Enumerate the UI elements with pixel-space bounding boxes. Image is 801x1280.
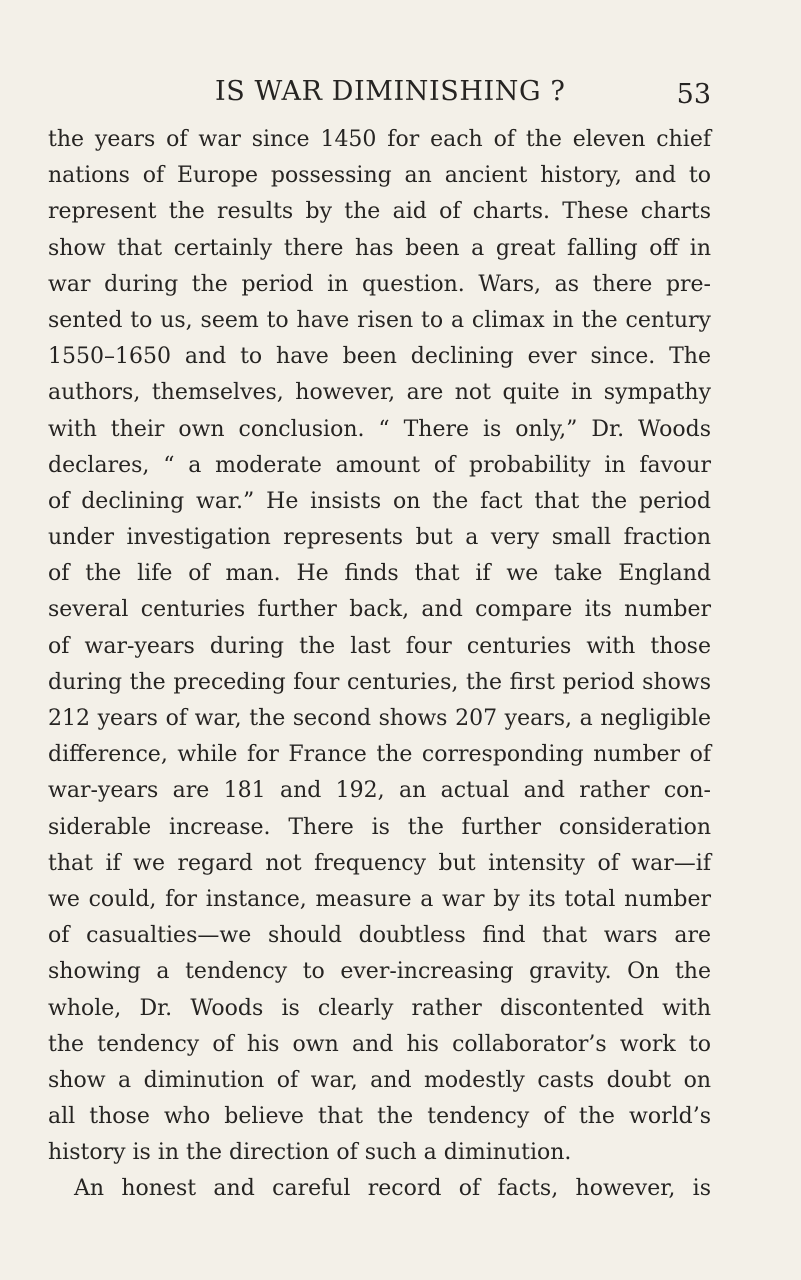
text-line: that if we regard not frequency but intensity of war—if: [48, 850, 711, 876]
text-line: showing a tendency to ever-increasing gravity. On the: [48, 959, 711, 985]
text-line: war during the period in question. Wars, as there pre-: [48, 271, 711, 297]
text-line: show that certainly there has been a great falling off in: [48, 235, 711, 261]
text-line: the years of war since 1450 for each of the eleven chief: [48, 127, 711, 152]
text-line: war-years are 181 and 192, an actual and rather con-: [48, 778, 711, 804]
text-line: with their own conclusion. “ There is only,” Dr. Woods: [48, 416, 711, 442]
text-line: of declining war.” He insists on the fact that the period: [48, 488, 711, 514]
text-line: declares, “ a moderate amount of probability in favour: [48, 452, 711, 478]
text-line: during the preceding four centuries, the first period shows: [48, 669, 711, 695]
text-line: of war-years during the last four centuries with those: [48, 633, 711, 659]
text-line: sented to us, seem to have risen to a climax in the century: [48, 307, 711, 333]
text-line: of casualties—we should doubtless find that wars are: [48, 923, 711, 949]
paragraph-start-line: An honest and careful record of facts, however, is: [74, 1176, 711, 1202]
text-line: under investigation represents but a very small fraction: [48, 525, 711, 551]
text-line: 212 years of war, the second shows 207 years, a negligible: [48, 706, 711, 731]
text-line: of the life of man. He finds that if we take England: [48, 561, 711, 587]
text-line: whole, Dr. Woods is clearly rather discontented with: [48, 995, 711, 1021]
text-line: we could, for instance, measure a war by its total number: [48, 886, 711, 912]
page-number: 53: [676, 79, 711, 110]
text-line: authors, themselves, however, are not quite in sympathy: [48, 380, 711, 406]
text-line: represent the results by the aid of charts. These charts: [48, 199, 711, 225]
text-line: nations of Europe possessing an ancient history, and to: [48, 163, 711, 189]
text-line: several centuries further back, and compare its number: [48, 597, 711, 623]
running-title: IS WAR DIMINISHING ?: [215, 76, 566, 107]
paragraph-end-line: history is in the direction of such a diminution.: [48, 1140, 572, 1166]
text-line: siderable increase. There is the further consideration: [48, 814, 711, 840]
running-head: [105, 76, 711, 116]
text-line: difference, while for France the corresponding number of: [48, 742, 711, 768]
body-text: [48, 122, 711, 1208]
text-line: 1550–1650 and to have been declining ever since. The: [48, 344, 711, 370]
text-line: all those who believe that the tendency of the world’s: [48, 1104, 711, 1130]
text-line: the tendency of his own and his collaborator’s work to: [48, 1031, 711, 1057]
text-line: show a diminution of war, and modestly casts doubt on: [48, 1067, 711, 1093]
